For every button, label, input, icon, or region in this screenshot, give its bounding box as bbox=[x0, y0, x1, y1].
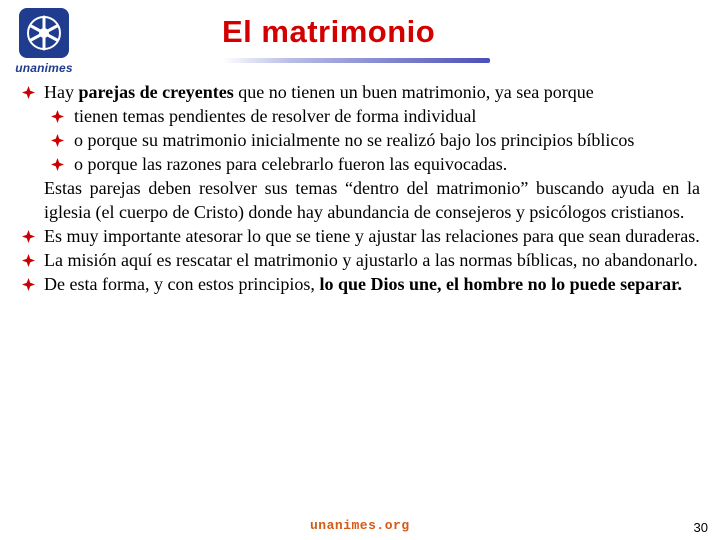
bullet-bold-text: parejas de creyentes bbox=[78, 82, 234, 102]
bullet-text: Hay bbox=[44, 82, 79, 102]
bullet-text: Es muy importante atesorar lo que se tiene y ajustar las relaciones para que sean duraderas. bbox=[44, 226, 700, 246]
logo-emblem-icon bbox=[19, 8, 69, 58]
diamond-bullet-icon bbox=[51, 110, 64, 123]
unanimes-logo bbox=[12, 8, 76, 76]
bullet-bold-text: lo que Dios une, el hombre no lo puede separar. bbox=[319, 274, 682, 294]
subbullet-principios bbox=[20, 128, 700, 152]
paragraph-estas-parejas: Estas parejas deben resolver sus temas “dentro del matrimonio” buscando ayuda en la iglesia (el cuerpo de Cristo) donde hay abundancia de consejeros y psicólogos cristianos. bbox=[44, 178, 700, 222]
subbullet-temas bbox=[20, 104, 700, 128]
page-title: El matrimonio bbox=[222, 14, 436, 49]
subbullet-text: o porque su matrimonio inicialmente no se realizó bajo los principios bíblicos bbox=[74, 130, 635, 150]
diamond-bullet-icon bbox=[22, 254, 35, 267]
logo-text: unanimes bbox=[15, 61, 73, 75]
page-number: 30 bbox=[693, 520, 708, 535]
bullet-text: que no tienen un buen matrimonio, ya sea porque bbox=[233, 82, 594, 102]
title-underline bbox=[222, 58, 490, 63]
diamond-bullet-icon bbox=[51, 134, 64, 147]
bullet-conclusion bbox=[20, 272, 700, 296]
bullet-parejas bbox=[20, 80, 700, 104]
subbullet-razones bbox=[20, 152, 700, 176]
footer-site-link[interactable]: unanimes.org bbox=[310, 518, 410, 533]
subbullet-text: o porque las razones para celebrarlo fueron las equivocadas. bbox=[74, 154, 508, 174]
bullet-text: La misión aquí es rescatar el matrimonio y ajustarlo a las normas bíblicas, no abandonarlo. bbox=[44, 250, 698, 270]
subbullet-text: tienen temas pendientes de resolver de forma individual bbox=[74, 106, 477, 126]
slide-content bbox=[20, 80, 700, 296]
bullet-atesorar bbox=[20, 224, 700, 248]
diamond-bullet-icon bbox=[22, 278, 35, 291]
bullet-text: De esta forma, y con estos principios, bbox=[44, 274, 320, 294]
diamond-bullet-icon bbox=[22, 86, 35, 99]
diamond-bullet-icon bbox=[22, 230, 35, 243]
diamond-bullet-icon bbox=[51, 158, 64, 171]
bullet-mision bbox=[20, 248, 700, 272]
